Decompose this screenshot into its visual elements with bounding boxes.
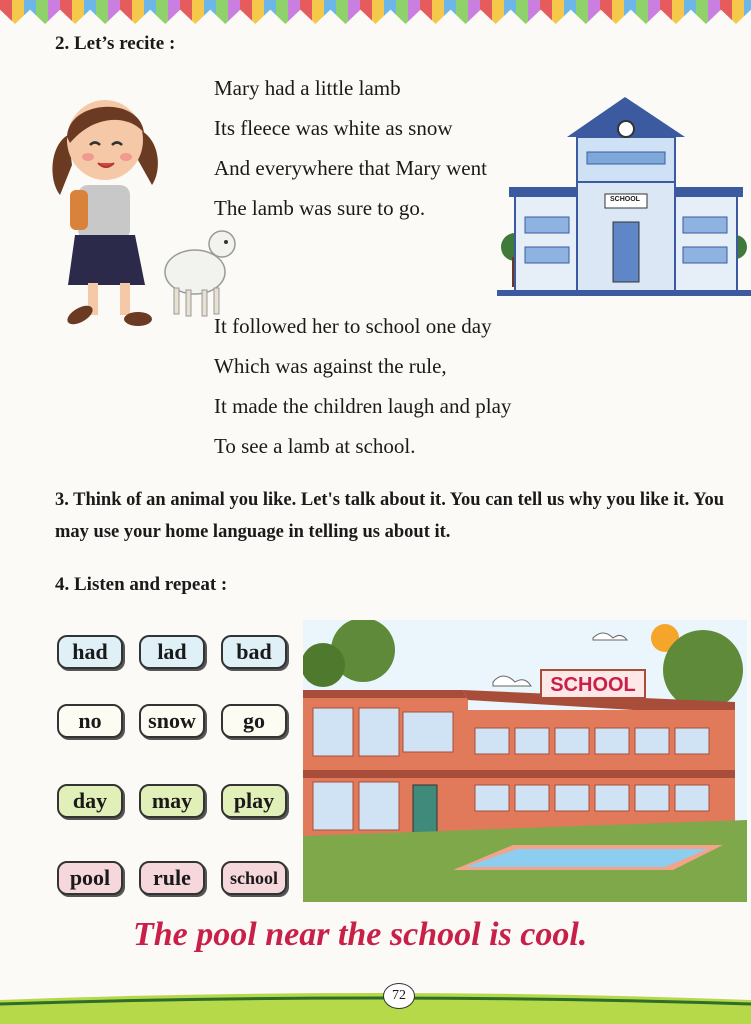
poem-line: And everywhere that Mary went	[214, 156, 487, 180]
word-card: rule	[139, 861, 205, 895]
section-3-text: 3. Think of an animal you like. Let's talk about it. You can tell us why you like it. You may use your home language in telling us about it.	[55, 490, 725, 542]
page-number: 72	[383, 983, 415, 1009]
poem-stanza-2	[214, 306, 511, 466]
word-card: lad	[139, 635, 205, 669]
decorative-top-border	[0, 0, 751, 24]
lamb-illustration	[160, 220, 240, 320]
word-card: go	[221, 704, 287, 738]
poem-line: It followed her to school one day	[214, 314, 492, 338]
poem-line: Its fleece was white as snow	[214, 116, 453, 140]
poem-line: Mary had a little lamb	[214, 76, 401, 100]
word-card: had	[57, 635, 123, 669]
word-card: school	[221, 861, 287, 895]
poem-line: To see a lamb at school.	[214, 434, 416, 458]
word-card: bad	[221, 635, 287, 669]
poem-line: The lamb was sure to go.	[214, 196, 426, 220]
decorative-grass-border	[0, 990, 751, 1024]
word-card: day	[57, 784, 123, 818]
section-2-heading: 2. Let’s recite :	[55, 33, 176, 54]
section-4-heading: 4. Listen and repeat :	[55, 574, 228, 595]
word-card: pool	[57, 861, 123, 895]
school-sign: SCHOOL	[610, 196, 640, 203]
word-card: snow	[139, 704, 205, 738]
school-pool-illustration	[303, 620, 747, 902]
poem-line: It made the children laugh and play	[214, 394, 512, 418]
school-sign: SCHOOL	[550, 674, 636, 696]
word-card: may	[139, 784, 205, 818]
practice-sentence: The pool near the school is cool.	[133, 916, 588, 953]
poem-stanza-1	[214, 68, 487, 228]
poem-line: Which was against the rule,	[214, 354, 447, 378]
girl-illustration	[40, 85, 170, 330]
word-card: no	[57, 704, 123, 738]
word-card: play	[221, 784, 287, 818]
